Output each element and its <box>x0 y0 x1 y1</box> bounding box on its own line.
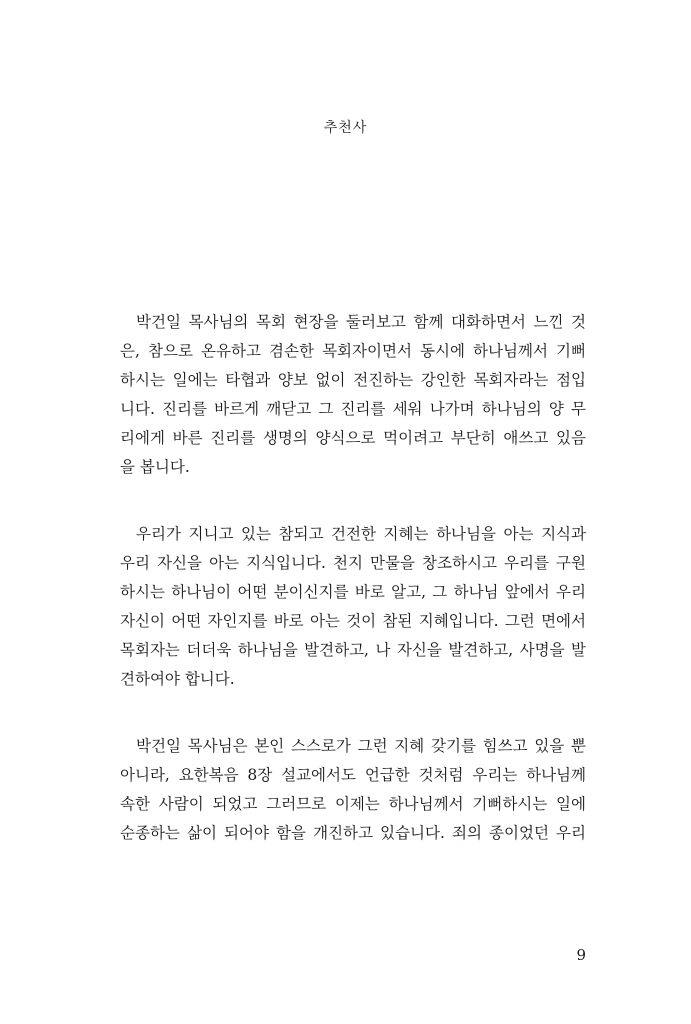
text-line: 하시는 일에는 타협과 양보 없이 전진하는 강인한 목회자라는 점입 <box>120 371 586 389</box>
text-line: 니다. 진리를 바르게 깨닫고 그 진리를 세워 나가며 하나님의 양 무 <box>120 400 586 418</box>
page-title: 추천사 <box>323 120 368 136</box>
paragraph-3 <box>120 732 586 848</box>
text-line: 목회자는 더더욱 하나님을 발견하고, 나 자신을 발견하고, 사명을 발 <box>120 641 586 659</box>
text-line: 순종하는 삶이 되어야 함을 개진하고 있습니다. 죄의 종이었던 우리 <box>120 824 586 842</box>
text-line: 아니라, 요한복음 8장 설교에서도 언급한 것처럼 우리는 하나님께 <box>120 766 586 784</box>
text-line: 박건일 목사님은 본인 스스로가 그런 지혜 갖기를 힘쓰고 있을 뿐 <box>136 737 586 755</box>
text-line: 하시는 하나님이 어떤 분이신지를 바로 알고, 그 하나님 앞에서 우리 <box>120 583 586 601</box>
paragraph-1 <box>120 308 586 482</box>
text-line: 은, 참으로 온유하고 겸손한 목회자이면서 동시에 하나님께서 기뻐 <box>120 342 586 360</box>
text-line: 속한 사람이 되었고 그러므로 이제는 하나님께서 기뻐하시는 일에 <box>120 795 586 813</box>
text-line: 을 봅니다. <box>120 458 190 476</box>
text-line: 자신이 어떤 자인지를 바로 아는 것이 참된 지혜입니다. 그런 면에서 <box>120 612 586 630</box>
body-text <box>120 308 586 886</box>
text-line: 박건일 목사님의 목회 현장을 둘러보고 함께 대화하면서 느낀 것 <box>136 313 586 331</box>
text-line: 우리 자신을 아는 지식입니다. 천지 만물을 창조하시고 우리를 구원 <box>120 554 586 572</box>
page-number: 9 <box>576 946 586 964</box>
text-line: 리에게 바른 진리를 생명의 양식으로 먹이려고 부단히 애쓰고 있음 <box>120 429 586 447</box>
paragraph-2 <box>120 520 586 694</box>
text-line: 우리가 지니고 있는 참되고 건전한 지혜는 하나님을 아는 지식과 <box>136 525 586 543</box>
text-line: 견하여야 합니다. <box>120 670 235 688</box>
